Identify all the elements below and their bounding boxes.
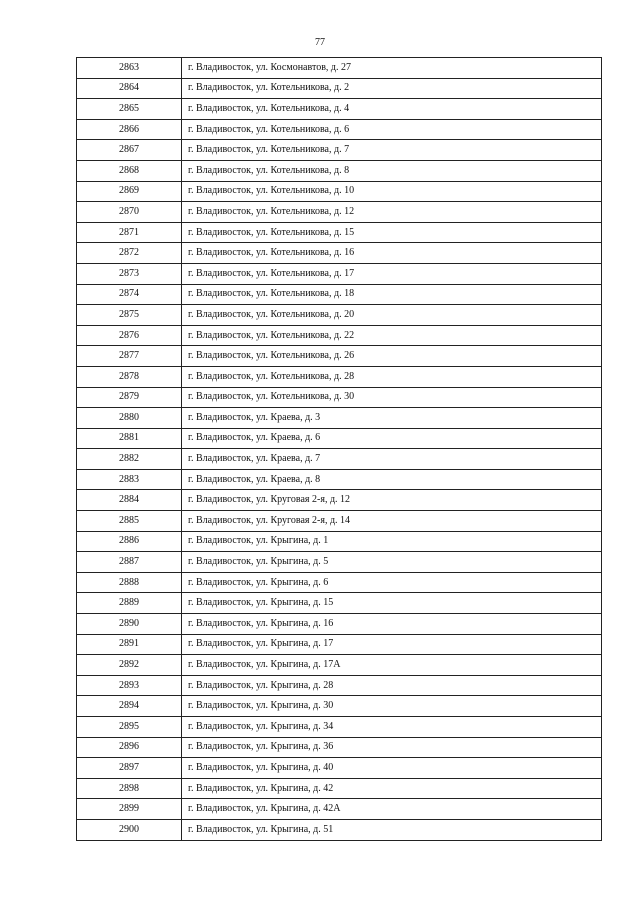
table-row — [77, 531, 602, 552]
table-row — [77, 99, 602, 120]
table-row — [77, 737, 602, 758]
row-number-cell: 2867 — [77, 140, 182, 161]
row-number-cell: 2884 — [77, 490, 182, 511]
address-cell: г. Владивосток, ул. Котельникова, д. 6 — [182, 119, 602, 140]
row-number-cell: 2885 — [77, 511, 182, 532]
table-row — [77, 181, 602, 202]
table-row — [77, 346, 602, 367]
row-number-cell: 2874 — [77, 284, 182, 305]
address-cell: г. Владивосток, ул. Крыгина, д. 30 — [182, 696, 602, 717]
address-cell: г. Владивосток, ул. Котельникова, д. 4 — [182, 99, 602, 120]
address-cell: г. Владивосток, ул. Котельникова, д. 8 — [182, 160, 602, 181]
table-row — [77, 469, 602, 490]
row-number-cell: 2895 — [77, 717, 182, 738]
address-cell: г. Владивосток, ул. Котельникова, д. 2 — [182, 78, 602, 99]
table-row — [77, 263, 602, 284]
row-number-cell: 2888 — [77, 572, 182, 593]
row-number-cell: 2890 — [77, 614, 182, 635]
address-cell: г. Владивосток, ул. Крыгина, д. 36 — [182, 737, 602, 758]
table-row — [77, 819, 602, 840]
row-number-cell: 2894 — [77, 696, 182, 717]
table-row — [77, 778, 602, 799]
table-row — [77, 160, 602, 181]
table-row — [77, 614, 602, 635]
row-number-cell: 2865 — [77, 99, 182, 120]
table-row — [77, 572, 602, 593]
row-number-cell: 2882 — [77, 449, 182, 470]
address-cell: г. Владивосток, ул. Котельникова, д. 12 — [182, 202, 602, 223]
address-cell: г. Владивосток, ул. Крыгина, д. 17 — [182, 634, 602, 655]
table-row — [77, 284, 602, 305]
row-number-cell: 2896 — [77, 737, 182, 758]
table-row — [77, 305, 602, 326]
row-number-cell: 2887 — [77, 552, 182, 573]
address-cell: г. Владивосток, ул. Котельникова, д. 28 — [182, 366, 602, 387]
row-number-cell: 2878 — [77, 366, 182, 387]
row-number-cell: 2886 — [77, 531, 182, 552]
table-row — [77, 696, 602, 717]
address-cell: г. Владивосток, ул. Котельникова, д. 26 — [182, 346, 602, 367]
table-row — [77, 58, 602, 79]
table-row — [77, 408, 602, 429]
address-cell: г. Владивосток, ул. Крыгина, д. 1 — [182, 531, 602, 552]
row-number-cell: 2870 — [77, 202, 182, 223]
table-row — [77, 325, 602, 346]
row-number-cell: 2900 — [77, 819, 182, 840]
row-number-cell: 2899 — [77, 799, 182, 820]
page-number: 77 — [315, 37, 325, 48]
address-cell: г. Владивосток, ул. Котельникова, д. 16 — [182, 243, 602, 264]
address-cell: г. Владивосток, ул. Космонавтов, д. 27 — [182, 58, 602, 79]
row-number-cell: 2881 — [77, 428, 182, 449]
table-row — [77, 511, 602, 532]
row-number-cell: 2898 — [77, 778, 182, 799]
table-row — [77, 449, 602, 470]
address-cell: г. Владивосток, ул. Крыгина, д. 15 — [182, 593, 602, 614]
table-row — [77, 758, 602, 779]
row-number-cell: 2872 — [77, 243, 182, 264]
table-row — [77, 202, 602, 223]
address-cell: г. Владивосток, ул. Крыгина, д. 51 — [182, 819, 602, 840]
row-number-cell: 2892 — [77, 655, 182, 676]
address-cell: г. Владивосток, ул. Крыгина, д. 17А — [182, 655, 602, 676]
row-number-cell: 2897 — [77, 758, 182, 779]
address-cell: г. Владивосток, ул. Котельникова, д. 10 — [182, 181, 602, 202]
row-number-cell: 2891 — [77, 634, 182, 655]
address-cell: г. Владивосток, ул. Круговая 2-я, д. 12 — [182, 490, 602, 511]
address-cell: г. Владивосток, ул. Крыгина, д. 42А — [182, 799, 602, 820]
address-cell: г. Владивосток, ул. Крыгина, д. 6 — [182, 572, 602, 593]
address-cell: г. Владивосток, ул. Котельникова, д. 18 — [182, 284, 602, 305]
row-number-cell: 2880 — [77, 408, 182, 429]
address-cell: г. Владивосток, ул. Крыгина, д. 34 — [182, 717, 602, 738]
table-row — [77, 717, 602, 738]
address-cell: г. Владивосток, ул. Краева, д. 8 — [182, 469, 602, 490]
table-row — [77, 222, 602, 243]
row-number-cell: 2875 — [77, 305, 182, 326]
address-cell: г. Владивосток, ул. Крыгина, д. 5 — [182, 552, 602, 573]
row-number-cell: 2863 — [77, 58, 182, 79]
address-cell: г. Владивосток, ул. Краева, д. 3 — [182, 408, 602, 429]
table-row — [77, 675, 602, 696]
row-number-cell: 2868 — [77, 160, 182, 181]
row-number-cell: 2873 — [77, 263, 182, 284]
address-cell: г. Владивосток, ул. Котельникова, д. 15 — [182, 222, 602, 243]
address-cell: г. Владивосток, ул. Котельникова, д. 7 — [182, 140, 602, 161]
row-number-cell: 2866 — [77, 119, 182, 140]
address-cell: г. Владивосток, ул. Краева, д. 6 — [182, 428, 602, 449]
table-row — [77, 552, 602, 573]
table-row — [77, 243, 602, 264]
address-cell: г. Владивосток, ул. Крыгина, д. 16 — [182, 614, 602, 635]
table-row — [77, 140, 602, 161]
row-number-cell: 2893 — [77, 675, 182, 696]
table-row — [77, 634, 602, 655]
row-number-cell: 2876 — [77, 325, 182, 346]
table-row — [77, 490, 602, 511]
table-row — [77, 428, 602, 449]
table-row — [77, 387, 602, 408]
address-cell: г. Владивосток, ул. Круговая 2-я, д. 14 — [182, 511, 602, 532]
address-cell: г. Владивосток, ул. Котельникова, д. 20 — [182, 305, 602, 326]
address-cell: г. Владивосток, ул. Крыгина, д. 28 — [182, 675, 602, 696]
row-number-cell: 2871 — [77, 222, 182, 243]
table-row — [77, 78, 602, 99]
row-number-cell: 2883 — [77, 469, 182, 490]
row-number-cell: 2889 — [77, 593, 182, 614]
row-number-cell: 2869 — [77, 181, 182, 202]
address-cell: г. Владивосток, ул. Крыгина, д. 42 — [182, 778, 602, 799]
address-cell: г. Владивосток, ул. Котельникова, д. 22 — [182, 325, 602, 346]
table-row — [77, 593, 602, 614]
address-table-body — [77, 58, 602, 841]
table-row — [77, 799, 602, 820]
address-table — [76, 57, 602, 841]
row-number-cell: 2864 — [77, 78, 182, 99]
table-row — [77, 119, 602, 140]
address-cell: г. Владивосток, ул. Котельникова, д. 17 — [182, 263, 602, 284]
address-cell: г. Владивосток, ул. Котельникова, д. 30 — [182, 387, 602, 408]
row-number-cell: 2879 — [77, 387, 182, 408]
table-row — [77, 366, 602, 387]
address-cell: г. Владивосток, ул. Крыгина, д. 40 — [182, 758, 602, 779]
table-row — [77, 655, 602, 676]
address-cell: г. Владивосток, ул. Краева, д. 7 — [182, 449, 602, 470]
row-number-cell: 2877 — [77, 346, 182, 367]
